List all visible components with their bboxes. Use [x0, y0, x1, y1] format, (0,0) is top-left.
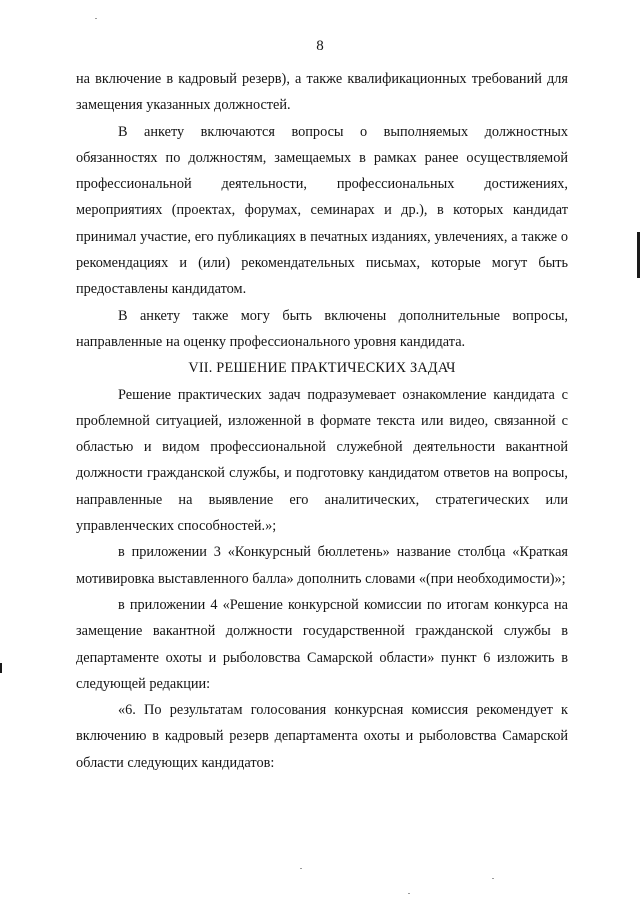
paragraph-appendix-3: в приложении 3 «Конкурсный бюллетень» название столбца «Краткая мотивировка выставленного балла» дополнить словами «(при необходимости)»; — [76, 544, 568, 587]
scan-speck — [300, 868, 302, 869]
paragraph-appendix-4: в приложении 4 «Решение конкурсной комиссии по итогам конкурса на замещение вакантной должности государственной гражданской службы в департаменте охоты и рыболовства Самарской области» пункт 6 изложить в следующей редакции: — [76, 596, 568, 692]
scan-speck — [492, 878, 494, 879]
scan-edge-mark-left — [0, 663, 2, 673]
section-heading: VII. РЕШЕНИЕ ПРАКТИЧЕСКИХ ЗАДАЧ — [188, 360, 456, 377]
document-body — [76, 66, 568, 776]
paragraph-additional-questions: В анкету также могу быть включены дополнительные вопросы, направленные на оценку профессионального уровня кандидата. — [76, 307, 568, 350]
paragraph-item-6: «6. По результатам голосования конкурсная комиссия рекомендует к включению в кадровый резерв департамента охоты и рыболовства Самарской области следующих кандидатов: — [76, 702, 568, 771]
paragraph-practical-tasks: Решение практических задач подразумевает ознакомление кандидата с проблемной ситуацией, изложенной в формате текста или видео, связанной с областью и видом профессиональной служебной деятельности вакантной должности гражданской службы, и подготовку кандидатом ответов на вопросы, направленные на выявление его аналитических, стратегических или управленческих способностей.»; — [76, 386, 568, 535]
page-number: 8 — [316, 38, 324, 54]
scan-speck — [95, 18, 97, 19]
scan-speck — [408, 893, 410, 894]
paragraph-continuation: на включение в кадровый резерв), а также квалификационных требований для замещения указанных должностей. — [76, 71, 568, 114]
paragraph-questionnaire-contents: В анкету включаются вопросы о выполняемых должностных обязанностях по должностям, замещаемых в рамках ранее осуществляемой профессиональной деятельности, профессиональных достижениях, мероприятиях (проектах, форумах, семинарах и др.), в которых кандидат принимал участие, его публикациях в печатных изданиях, увлечениях, а также о рекомендациях и (или) рекомендательных письмах, которые могут быть предоставлены кандидатом. — [76, 123, 568, 298]
